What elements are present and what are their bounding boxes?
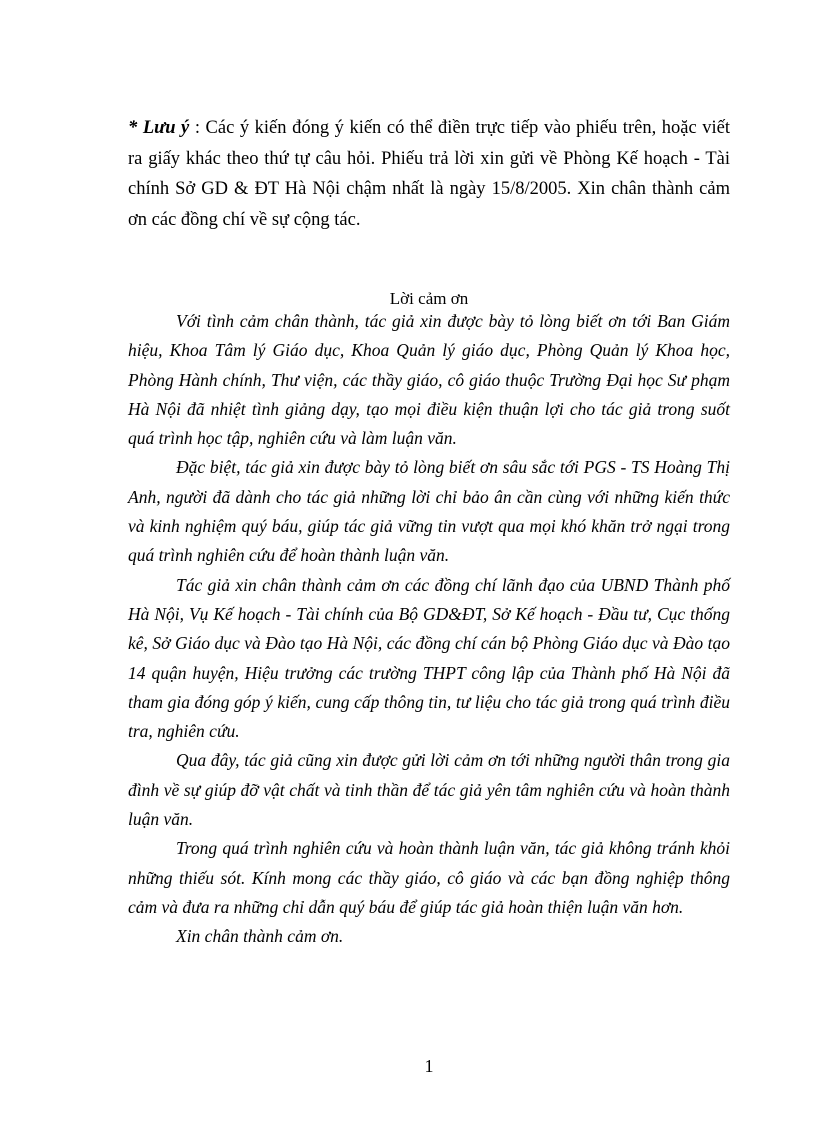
acknowledgement-paragraph: Qua đây, tác giả cũng xin được gửi lời cảm ơn tới những người thân trong gia đình về sự giúp đỡ vật chất và tinh thần để tác giả yên tâm nghiên cứu và hoàn thành luận văn. <box>128 750 730 830</box>
acknowledgement-paragraph: Đặc biệt, tác giả xin được bày tỏ lòng biết ơn sâu sắc tới PGS - TS Hoàng Thị Anh, người đã dành cho tác giả những lời chỉ bảo ân cần cùng với những kiến thức và kinh nghiệm quý báu, giúp tác giả vững tin vượt qua mọi khó khăn trở ngại trong quá trình nghiên cứu để hoàn thành luận văn. <box>128 457 730 566</box>
acknowledgement-paragraph: Tác giả xin chân thành cảm ơn các đồng chí lãnh đạo của UBND Thành phố Hà Nội, Vụ Kế hoạch - Tài chính của Bộ GD&ĐT, Sở Kế hoạch - Đầu tư, Cục thống kê, Sở Giáo dục và Đào tạo Hà Nội, các đồng chí cán bộ Phòng Giáo dục và Đào tạo 14 quận huyện, Hiệu trưởng các trường THPT công lập của Thành phố Hà Nội đã tham gia đóng góp ý kiến, cung cấp thông tin, tư liệu cho tác giả trong quá trình điều tra, nghiên cứu. <box>128 574 730 742</box>
acknowledgement-closing: Xin chân thành cảm ơn. <box>176 926 344 947</box>
page-number: 1 <box>424 1056 434 1076</box>
note-lead: * Lưu ý <box>128 118 190 138</box>
note-paragraph <box>128 113 730 235</box>
note-text: : Các ý kiến đóng ý kiến có thể điền trực tiếp vào phiếu trên, hoặc viết ra giấy khác theo thứ tự câu hỏi. Phiếu trả lời xin gửi về Phòng Kế hoạch - Tài chính Sở GD & ĐT Hà Nội chậm nhất là ngày 15/8/2005. Xin chân thành cảm ơn các đồng chí về sự cộng tác. <box>128 118 730 230</box>
acknowledgement-body <box>128 307 730 952</box>
acknowledgement-paragraph: Với tình cảm chân thành, tác giả xin được bày tỏ lòng biết ơn tới Ban Giám hiệu, Khoa Tâm lý Giáo dục, Khoa Quản lý giáo dục, Phòng Quản lý Khoa học, Phòng Hành chính, Thư viện, các thầy giáo, cô giáo thuộc Trường Đại học Sư phạm Hà Nội đã nhiệt tình giảng dạy, tạo mọi điều kiện thuận lợi cho tác giả trong suốt quá trình học tập, nghiên cứu và làm luận văn. <box>128 311 730 449</box>
acknowledgement-title: Lời cảm ơn <box>389 289 469 308</box>
acknowledgement-paragraph: Trong quá trình nghiên cứu và hoàn thành luận văn, tác giả không tránh khỏi những thiếu sót. Kính mong các thầy giáo, cô giáo và các bạn đồng nghiệp thông cảm và đưa ra những chỉ dẫn quý báu để giúp tác giả hoàn thiện luận văn hơn. <box>128 838 730 917</box>
